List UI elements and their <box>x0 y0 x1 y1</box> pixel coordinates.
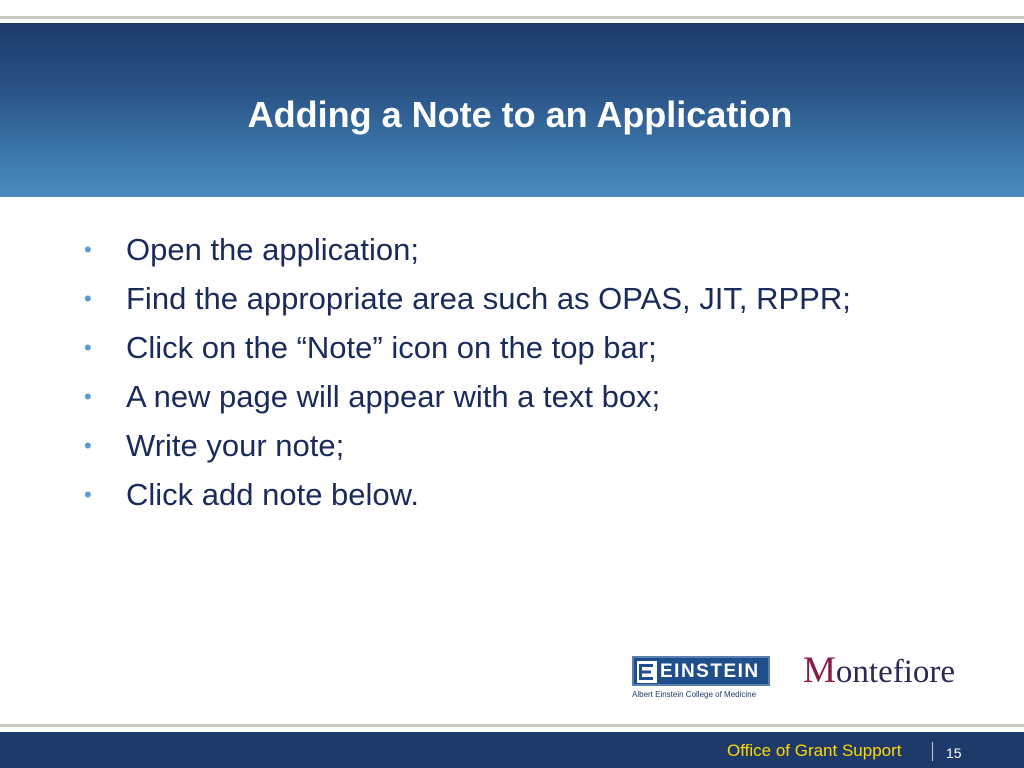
einstein-logo-box <box>632 656 770 686</box>
bullet-dot-icon: • <box>84 433 92 458</box>
bullet-text: Open the application; <box>126 232 419 267</box>
bullet-text: Click add note below. <box>126 477 419 512</box>
footer-bar <box>0 732 1024 768</box>
einstein-wordmark: EINSTEIN <box>660 661 760 682</box>
einstein-logo <box>632 656 774 702</box>
montefiore-wordmark: ontefiore <box>835 654 956 690</box>
montefiore-logo <box>803 651 955 692</box>
montefiore-initial: M <box>803 650 836 691</box>
einstein-emblem-icon <box>637 661 657 683</box>
bullet-dot-icon: • <box>84 237 92 262</box>
footer-separator <box>932 742 933 761</box>
slide-title: Adding a Note to an Application <box>247 94 793 135</box>
bullet-dot-icon: • <box>84 286 92 311</box>
bullet-dot-icon: • <box>84 335 92 360</box>
bullet-text: A new page will appear with a text box; <box>126 379 661 414</box>
einstein-subtitle: Albert Einstein College of Medicine <box>632 690 757 699</box>
top-strip <box>0 0 1024 16</box>
bullet-dot-icon: • <box>84 384 92 409</box>
bullet-dot-icon: • <box>84 482 92 507</box>
bullet-text: Find the appropriate area such as OPAS, JIT, RPPR; <box>126 281 851 316</box>
bullet-text: Write your note; <box>126 428 345 463</box>
footer-label: Office of Grant Support <box>727 741 902 760</box>
title-band <box>0 23 1024 197</box>
bullet-text: Click on the “Note” icon on the top bar; <box>126 330 657 365</box>
page-number: 15 <box>946 745 962 761</box>
